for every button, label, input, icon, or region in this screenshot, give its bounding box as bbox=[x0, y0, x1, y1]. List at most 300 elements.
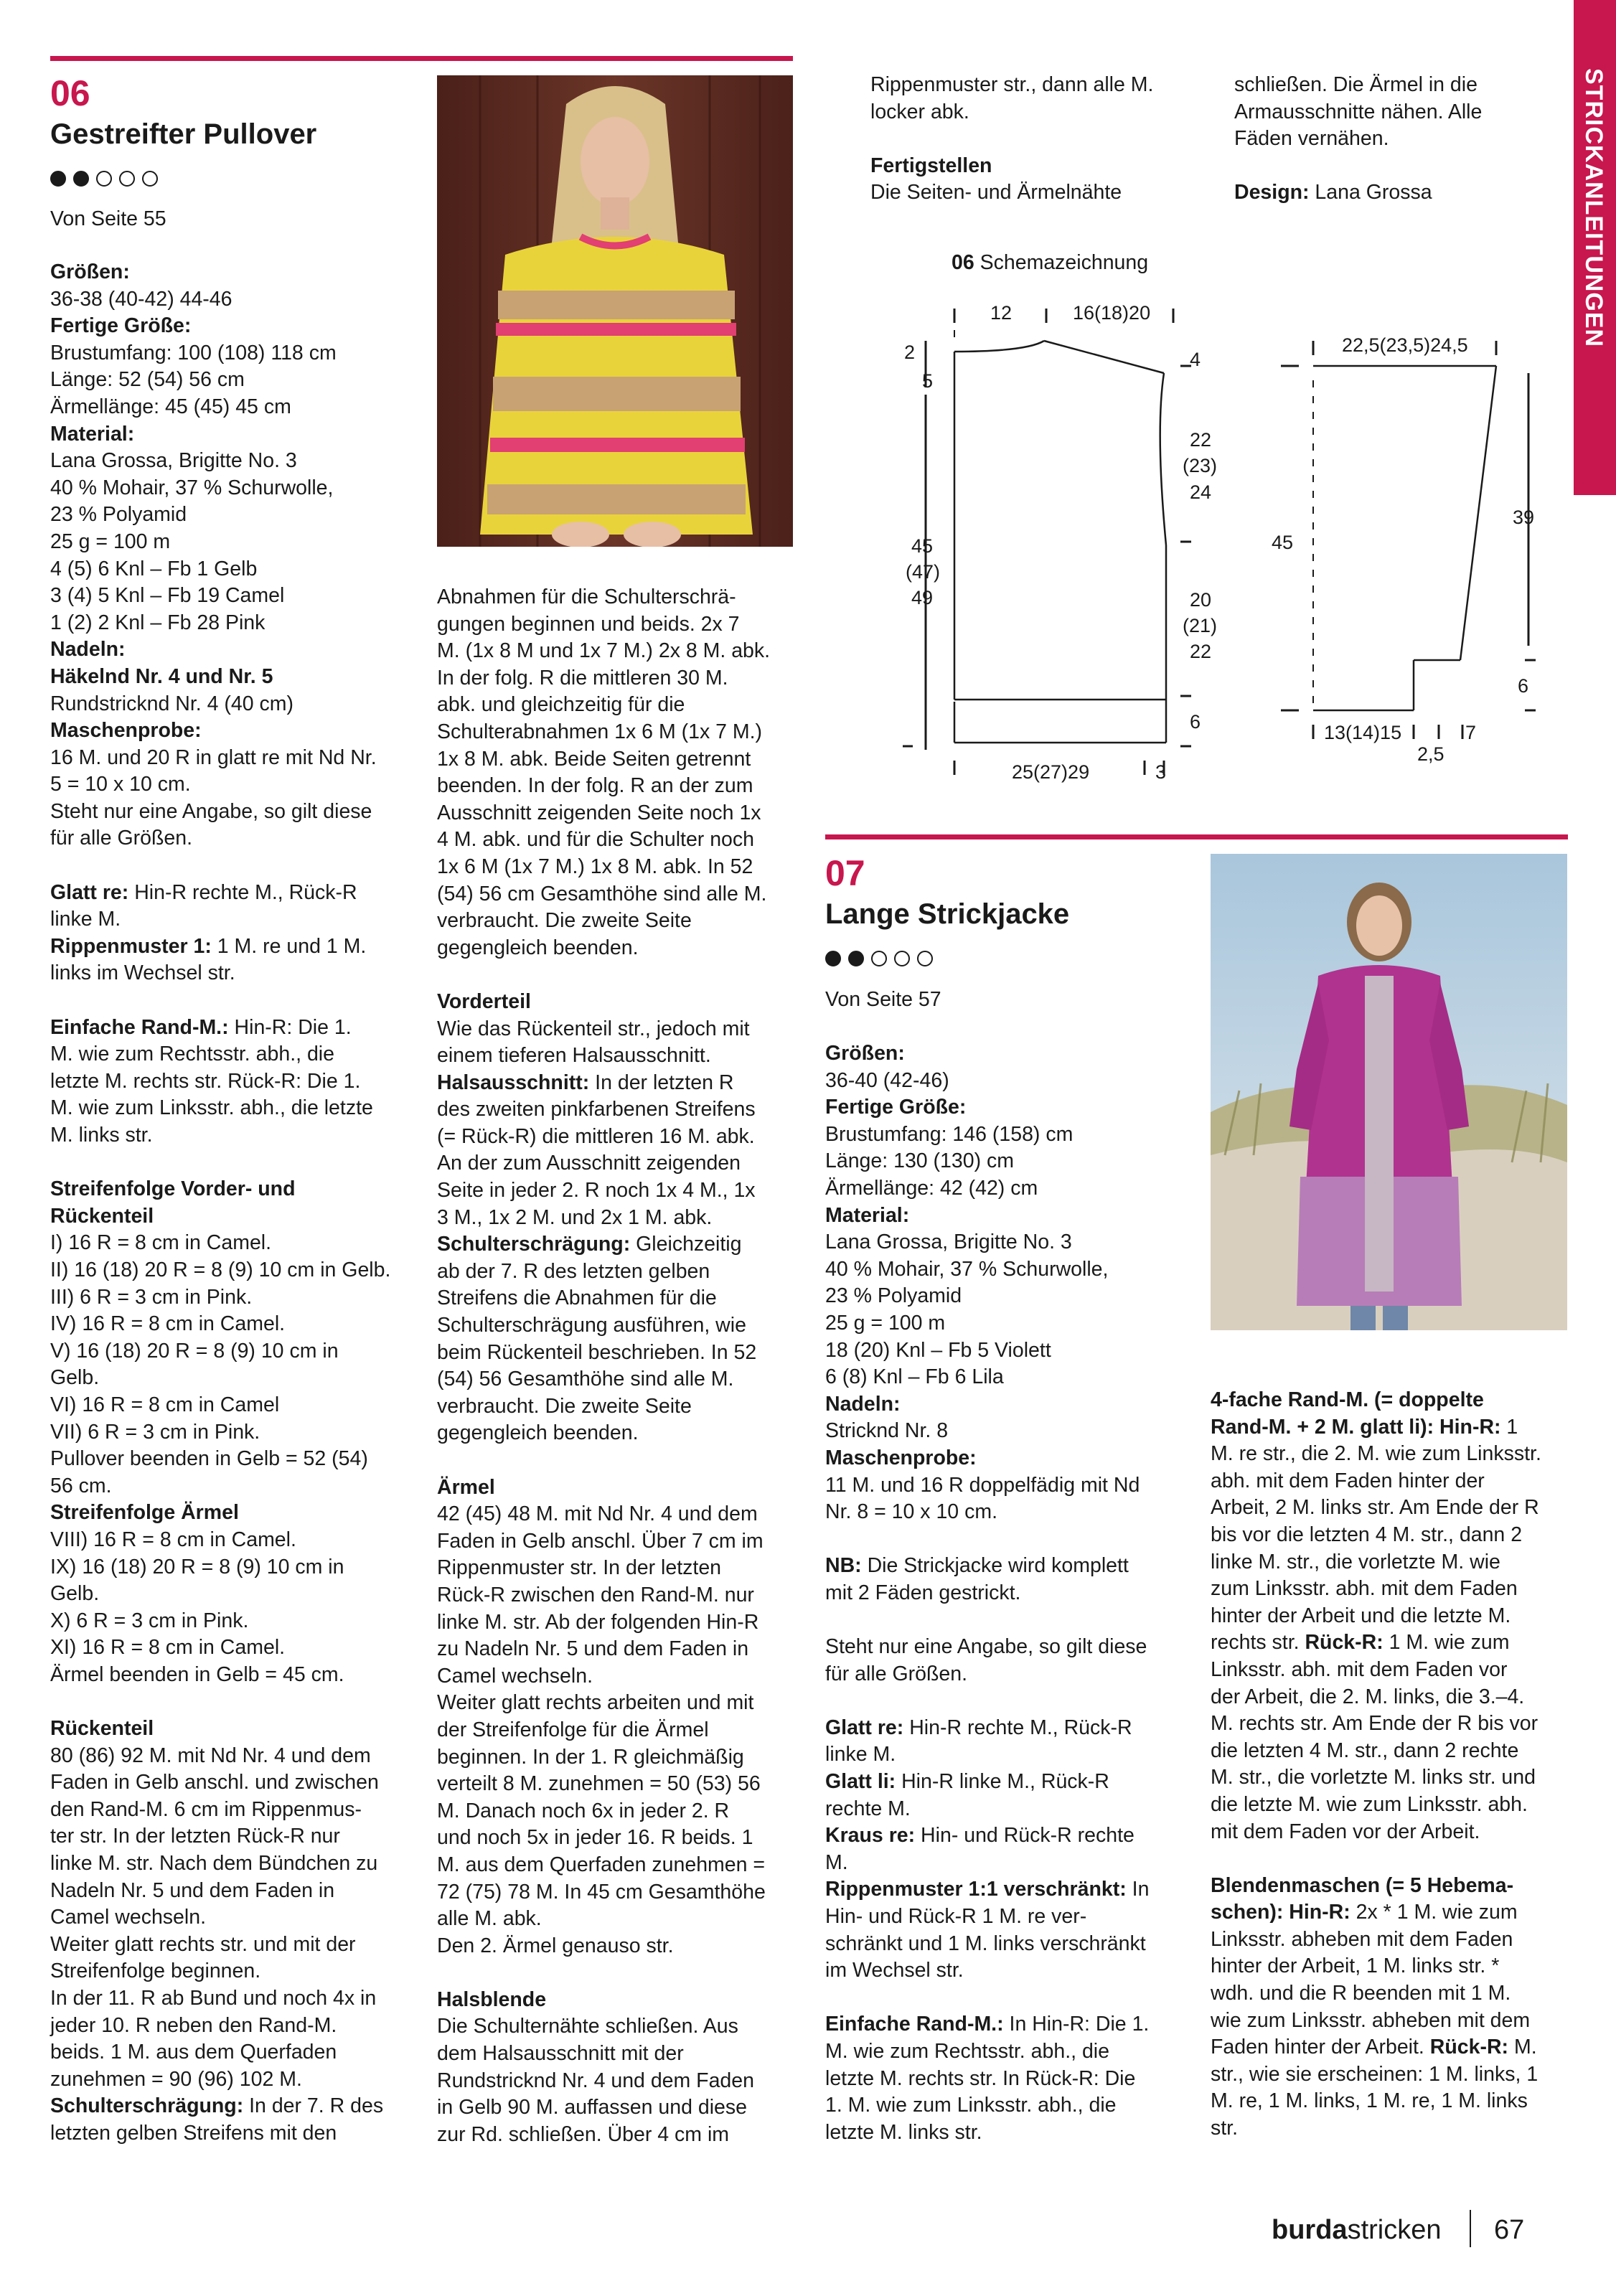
text-line-content: 18 (20) Knl – Fb 5 Violett bbox=[825, 1338, 1051, 1362]
footer-divider bbox=[1470, 2210, 1471, 2247]
text-line-content: VI) 16 R = 8 cm in Camel bbox=[50, 1393, 280, 1416]
text-line-content: IX) 16 (18) 20 R = 8 (9) 10 cm in bbox=[50, 1555, 344, 1578]
text-line bbox=[825, 1445, 1184, 1472]
text-line-content: 4-fache Rand-M. (= doppelte bbox=[1211, 1388, 1484, 1411]
text-line bbox=[825, 1175, 1184, 1203]
difficulty-dot-filled bbox=[73, 171, 89, 187]
text-line-content: Rundstricknd Nr. 4 (40 cm) bbox=[50, 692, 293, 715]
text-line bbox=[50, 313, 409, 340]
text-line-content: II) 16 (18) 20 R = 8 (9) 10 cm in Gelb. bbox=[50, 1258, 391, 1281]
text-line-content: In der 7. R des bbox=[243, 2094, 384, 2118]
text-line-content: str. bbox=[1211, 2117, 1239, 2140]
text-line-content: In Hin-R: Die 1. bbox=[1003, 2013, 1150, 2036]
text-line bbox=[825, 1661, 1184, 1688]
text-line-content: linke M. str., die vorletzte M. wie bbox=[1211, 1550, 1500, 1573]
schema-label-armhole-b: (23) bbox=[1183, 455, 1218, 476]
text-line-content: Fertige Größe: bbox=[825, 1096, 967, 1119]
text-line bbox=[50, 529, 409, 556]
text-line bbox=[1211, 1899, 1569, 1926]
text-line bbox=[50, 1797, 409, 1824]
text-line bbox=[50, 1904, 409, 1932]
text-line bbox=[437, 1744, 796, 1772]
text-line-label: Glatt li: bbox=[825, 1770, 896, 1794]
difficulty-dot-filled bbox=[825, 951, 841, 966]
text-line-content: M. (1x 8 M und 1x 7 M.) 2x 8 M. abk. bbox=[437, 639, 771, 663]
text-line-content: Hin-R rechte M., Rück-R bbox=[128, 880, 357, 904]
text-line bbox=[437, 611, 796, 639]
text-line-content: Die Strickjacke wird komplett bbox=[861, 1554, 1129, 1578]
text-line bbox=[50, 799, 409, 826]
text-line bbox=[50, 286, 409, 314]
text-line-content: der Streifenfolge für die Ärmel bbox=[437, 1718, 709, 1741]
text-line bbox=[825, 1715, 1184, 1742]
schema-label-side-a: 20 bbox=[1190, 589, 1212, 611]
text-line bbox=[437, 1366, 796, 1393]
text-line-label: Design: bbox=[1234, 181, 1310, 204]
text-line bbox=[437, 719, 796, 746]
schema-label-rib: 6 bbox=[1190, 711, 1201, 733]
text-line-content: Hin- und Rück-R rechte bbox=[915, 1824, 1135, 1848]
text-line bbox=[1234, 72, 1572, 99]
photo-striped-pullover bbox=[437, 75, 793, 547]
text-line bbox=[50, 2039, 409, 2066]
text-line bbox=[1211, 1792, 1569, 1819]
text-line bbox=[1211, 1819, 1569, 1846]
text-line-content: beenden. In der folg. R an der zum bbox=[437, 774, 753, 798]
text-line-content: Nadeln Nr. 5 und dem Faden in bbox=[50, 1878, 335, 1902]
text-line bbox=[50, 2093, 409, 2120]
text-line bbox=[1211, 1522, 1569, 1549]
text-line-content: den Rand-M. 6 cm im Rippenmus- bbox=[50, 1797, 362, 1821]
text-line bbox=[825, 1580, 1184, 1607]
text-line bbox=[437, 1070, 796, 1097]
text-line bbox=[825, 1822, 1184, 1850]
text-line bbox=[437, 827, 796, 854]
text-line bbox=[1211, 1629, 1569, 1657]
text-line-content: 36-38 (40-42) 44-46 bbox=[50, 287, 232, 311]
text-line-content: ab der 7. R des letzten gelben bbox=[437, 1259, 710, 1283]
text-line-content: Ärmel bbox=[437, 1475, 495, 1499]
text-line-content: In bbox=[1126, 1878, 1150, 1901]
page-number: 67 bbox=[1494, 2215, 1525, 2245]
text-line-content: M. wie zum Linksstr. abh., die letzte bbox=[50, 1096, 373, 1120]
text-line bbox=[437, 1609, 796, 1637]
text-line bbox=[50, 987, 409, 1015]
text-line bbox=[437, 1555, 796, 1582]
text-line bbox=[437, 638, 796, 665]
schema-label-sleeve-right: 39 bbox=[1513, 507, 1535, 528]
schema-label-sleeve-bottom-3: 2,5 bbox=[1417, 743, 1444, 765]
text-line-content: Hin-R linke M., Rück-R bbox=[896, 1770, 1109, 1794]
text-line-content: 1 bbox=[1500, 1415, 1518, 1439]
text-line-label: Rippenmuster 1:1 verschränkt: bbox=[825, 1878, 1127, 1901]
text-line bbox=[437, 1447, 796, 1474]
text-line-content: jeder 10. R neben den Rand-M. bbox=[50, 2013, 337, 2037]
text-line bbox=[1234, 153, 1572, 180]
text-line-content: M. Danach noch 6x in jeder 2. R bbox=[437, 1799, 730, 1822]
text-line bbox=[437, 1231, 796, 1258]
text-line bbox=[437, 854, 796, 881]
schema-number: 06 bbox=[952, 251, 974, 274]
schema-label-armhole-a: 22 bbox=[1190, 429, 1212, 451]
text-line bbox=[50, 906, 409, 933]
text-line-content: M. aus dem Querfaden zunehmen = bbox=[437, 1853, 766, 1876]
text-line-content: Lana Grossa bbox=[1309, 181, 1432, 204]
text-line bbox=[50, 636, 409, 664]
text-line-content: letzte M. links str. bbox=[825, 2120, 982, 2144]
text-line bbox=[825, 1391, 1184, 1418]
text-line bbox=[825, 1985, 1184, 2012]
text-line bbox=[825, 1931, 1184, 1958]
text-line bbox=[50, 1554, 409, 1581]
text-line-content: gegengleich beenden. bbox=[437, 1421, 639, 1445]
text-line-content: Streifenfolge Vorder- und bbox=[50, 1177, 296, 1201]
text-line bbox=[50, 1149, 409, 1177]
text-line bbox=[437, 989, 796, 1016]
text-line bbox=[437, 1393, 796, 1421]
schema-label-armhole-c: 24 bbox=[1190, 481, 1212, 503]
text-line bbox=[1211, 2061, 1569, 2089]
text-line bbox=[437, 1582, 796, 1609]
text-line bbox=[437, 1798, 796, 1825]
text-line bbox=[437, 1690, 796, 1717]
schema-label-sleeve-bottom-2: 7 bbox=[1465, 722, 1477, 743]
text-line bbox=[50, 1392, 409, 1419]
schema-label-sleeve-bottom: 13(14)15 bbox=[1324, 722, 1402, 743]
text-line-content: Rückenteil bbox=[50, 1204, 154, 1228]
text-line-content: Weiter glatt rechts str. und mit der bbox=[50, 1932, 356, 1956]
text-line bbox=[1211, 1603, 1569, 1630]
text-line bbox=[825, 1337, 1184, 1365]
text-column-3-bottom bbox=[825, 1040, 1184, 2146]
text-line-content: 40 % Mohair, 37 % Schurwolle, bbox=[825, 1257, 1109, 1281]
text-line-content: 36-40 (42-46) bbox=[825, 1068, 949, 1092]
text-line-content: verbraucht. Die zweite Seite bbox=[437, 909, 692, 933]
text-line bbox=[50, 718, 409, 745]
text-line-content: abh. mit dem Faden hinter der bbox=[1211, 1469, 1485, 1492]
text-line bbox=[1211, 1764, 1569, 1792]
text-line bbox=[1211, 1657, 1569, 1684]
text-line-content: hinter der Arbeit und die letzte M. bbox=[1211, 1604, 1511, 1627]
text-line-content: In der letzten R bbox=[589, 1071, 734, 1094]
text-line-content: Blendenmaschen (= 5 Hebema- bbox=[1211, 1873, 1514, 1897]
text-line-content: Streifenfolge Ärmel bbox=[50, 1501, 239, 1525]
text-line-content: letzten gelben Streifens mit den bbox=[50, 2121, 337, 2145]
text-line-content: 3 (4) 5 Knl – Fb 19 Camel bbox=[50, 584, 285, 608]
text-line-content: im Wechsel str. bbox=[825, 1959, 964, 1982]
text-line bbox=[437, 1636, 796, 1663]
text-line-content: zur Rd. schließen. Über 4 cm im bbox=[437, 2122, 730, 2146]
text-line-content: Größen: bbox=[50, 260, 130, 283]
schema-label-top-left: 12 bbox=[990, 302, 1013, 324]
text-line-label: Einfache Rand-M.: bbox=[50, 1015, 229, 1039]
text-line-content: Schulterschrägung ausführen, wie bbox=[437, 1314, 746, 1337]
text-line-content: IV) 16 R = 8 cm in Camel. bbox=[50, 1312, 286, 1336]
text-line-content: hinter der Arbeit, 1 M. links str. * bbox=[1211, 1954, 1500, 1978]
text-line bbox=[825, 1121, 1184, 1149]
text-line bbox=[437, 908, 796, 935]
schema-label-sleeve-cuff: 6 bbox=[1518, 675, 1529, 697]
text-line-content: schränkt und 1 M. links verschränkt bbox=[825, 1932, 1146, 1955]
text-line bbox=[50, 1203, 409, 1231]
text-line-content: Hin-R: Die 1. bbox=[228, 1015, 352, 1039]
text-line bbox=[50, 1041, 409, 1068]
text-line bbox=[825, 1472, 1184, 1500]
text-line-content: einem tieferen Halsausschnitt. bbox=[437, 1044, 711, 1068]
text-line bbox=[50, 691, 409, 718]
text-line bbox=[1211, 2008, 1569, 2035]
text-line bbox=[50, 1419, 409, 1446]
schema-label-sleeve-left: 45 bbox=[1272, 532, 1294, 553]
text-line bbox=[825, 1068, 1184, 1095]
text-line-content: 23 % Polyamid bbox=[825, 1284, 962, 1308]
text-line-content: X) 6 R = 3 cm in Pink. bbox=[50, 1609, 249, 1632]
text-line bbox=[50, 771, 409, 799]
text-line bbox=[870, 126, 1208, 153]
text-line-content: 72 (75) 78 M. In 45 cm Gesamthöhe bbox=[437, 1880, 766, 1904]
text-line bbox=[437, 1258, 796, 1286]
text-line bbox=[825, 1283, 1184, 1310]
text-line bbox=[50, 1176, 409, 1203]
text-line-content: letzte M. rechts str. In Rück-R: Die bbox=[825, 2066, 1136, 2090]
difficulty-dot-empty bbox=[917, 951, 933, 966]
text-line bbox=[50, 1015, 409, 1042]
text-line bbox=[50, 556, 409, 583]
text-line-content: I) 16 R = 8 cm in Camel. bbox=[50, 1231, 272, 1255]
difficulty-dot-empty bbox=[96, 171, 112, 187]
text-line bbox=[870, 179, 1208, 207]
text-line-content: Ärmellänge: 45 (45) 45 cm bbox=[50, 395, 291, 418]
text-line-content: Länge: 52 (54) 56 cm bbox=[50, 368, 245, 392]
text-line bbox=[1211, 1441, 1569, 1468]
text-line-content: 6 (8) Knl – Fb 6 Lila bbox=[825, 1365, 1004, 1389]
text-line bbox=[1211, 1980, 1569, 2008]
text-line-content: locker abk. bbox=[870, 100, 969, 123]
schema-label-side-b: (21) bbox=[1183, 615, 1218, 636]
schema-label-neck-b: 5 bbox=[922, 370, 934, 392]
text-line bbox=[437, 1501, 796, 1528]
text-line-content: Schulterabnahmen 1x 6 M (1x 7 M.) bbox=[437, 720, 763, 743]
text-line bbox=[50, 1716, 409, 1743]
text-line-content: M. re, 1 M. links, 1 M. re, 1 M. links bbox=[1211, 2089, 1528, 2113]
text-line-content: Fertige Größe: bbox=[50, 314, 192, 338]
text-line-content: Rundstricknd Nr. 4 und dem Faden bbox=[437, 2069, 754, 2092]
schema-label-sleeve-top: 22,5(23,5)24,5 bbox=[1342, 334, 1468, 356]
text-line-content: 4 (5) 6 Knl – Fb 1 Gelb bbox=[50, 557, 258, 580]
schema-heading bbox=[952, 250, 1148, 277]
text-line bbox=[1211, 1926, 1569, 1954]
text-line bbox=[437, 1852, 796, 1879]
text-line-content: Nr. 8 = 10 x 10 cm. bbox=[825, 1500, 997, 1524]
text-line-content: Länge: 130 (130) cm bbox=[825, 1149, 1014, 1173]
text-line-content: Hin- und Rück-R 1 M. re ver- bbox=[825, 1905, 1087, 1928]
text-line bbox=[437, 2122, 796, 2149]
text-line-content: Stricknd Nr. 8 bbox=[825, 1419, 949, 1443]
text-line-content: Hin-R rechte M., Rück-R bbox=[903, 1716, 1132, 1739]
text-line bbox=[437, 935, 796, 962]
text-line-content: 3 M., 1x 2 M. und 2x 1 M. abk. bbox=[437, 1205, 713, 1229]
difficulty-dot-filled bbox=[848, 951, 864, 966]
text-line bbox=[825, 1229, 1184, 1256]
text-line bbox=[50, 448, 409, 475]
text-line bbox=[50, 1446, 409, 1473]
difficulty-dot-empty bbox=[894, 951, 910, 966]
text-line-content: In der 11. R ab Bund und noch 4x in bbox=[50, 1987, 377, 2010]
text-line-label: Glatt re: bbox=[50, 880, 129, 904]
text-line bbox=[437, 1933, 796, 1960]
text-line-content: M. bbox=[825, 1850, 848, 1874]
text-line bbox=[1211, 2034, 1569, 2061]
text-line-content: verteilt 8 M. zunehmen = 50 (53) 56 bbox=[437, 1772, 761, 1796]
text-line-content: Ärmel beenden in Gelb = 45 cm. bbox=[50, 1662, 344, 1686]
text-line bbox=[437, 665, 796, 692]
text-line-content: mit dem Faden vor der Arbeit. bbox=[1211, 1820, 1480, 1843]
text-line bbox=[825, 1364, 1184, 1391]
text-line-prefix: Faden hinter der Arbeit. bbox=[1211, 2036, 1430, 2059]
text-line bbox=[50, 1338, 409, 1365]
text-line bbox=[437, 1717, 796, 1744]
text-line bbox=[437, 961, 796, 989]
text-line bbox=[825, 2011, 1184, 2038]
text-line-content: gegengleich beenden. bbox=[437, 936, 639, 959]
text-line-content: 1 M. wie zum bbox=[1383, 1631, 1510, 1655]
text-line-content: Ausschnitt zeigenden Seite noch 1x bbox=[437, 801, 761, 824]
text-line bbox=[437, 2041, 796, 2068]
text-line-content: M. wie zum Rechtsstr. abh., die bbox=[825, 2039, 1109, 2063]
text-column-4-top bbox=[1234, 72, 1572, 207]
text-line-content: alle M. abk. bbox=[437, 1907, 542, 1931]
text-line bbox=[825, 1634, 1184, 1661]
text-column-2 bbox=[437, 584, 796, 2148]
difficulty-rating-06 bbox=[50, 171, 158, 187]
text-line-content: Steht nur eine Angabe, so gilt diese bbox=[825, 1635, 1147, 1659]
text-line-content: Material: bbox=[50, 422, 135, 446]
text-line-label: Rippenmuster 1: bbox=[50, 934, 212, 958]
text-line bbox=[870, 72, 1208, 99]
schema-label-shoulder: 4 bbox=[1190, 349, 1201, 370]
text-line bbox=[50, 1662, 409, 1689]
text-line-content: zum Linksstr. abh. mit dem Faden bbox=[1211, 1577, 1518, 1601]
text-line-content: linke M. str. Ab der folgenden Hin-R bbox=[437, 1610, 759, 1634]
text-line bbox=[50, 1932, 409, 1959]
text-line bbox=[437, 1987, 796, 2014]
text-line bbox=[50, 852, 409, 880]
text-line-content: abk. und gleichzeitig für die bbox=[437, 693, 685, 717]
text-line bbox=[50, 1850, 409, 1878]
text-line bbox=[825, 1148, 1184, 1175]
text-line-label: Glatt re: bbox=[825, 1716, 904, 1739]
text-line-content: beids. 1 M. aus dem Querfaden bbox=[50, 2041, 337, 2064]
text-line bbox=[825, 1796, 1184, 1823]
text-line-content: verbraucht. Die zweite Seite bbox=[437, 1394, 692, 1418]
text-column-1 bbox=[50, 259, 409, 2147]
text-line-content: XI) 16 R = 8 cm in Camel. bbox=[50, 1636, 286, 1660]
schema-label-length-b: (47) bbox=[906, 561, 941, 583]
text-line-content: für alle Größen. bbox=[825, 1662, 967, 1685]
schema-drawing bbox=[883, 287, 1564, 789]
text-line-content: 42 (45) 48 M. mit Nd Nr. 4 und dem bbox=[437, 1502, 758, 1526]
text-line bbox=[50, 1743, 409, 1770]
text-line-content: 16 M. und 20 R in glatt re mit Nd Nr. bbox=[50, 745, 377, 769]
text-line bbox=[50, 475, 409, 502]
text-line bbox=[437, 1420, 796, 1447]
text-line-content: Seite in jeder 2. R noch 1x 4 M., 1x bbox=[437, 1179, 756, 1203]
text-line-label: Rand-M. + 2 M. glatt li): Hin-R: bbox=[1211, 1415, 1501, 1439]
text-line bbox=[1211, 1549, 1569, 1576]
difficulty-dot-empty bbox=[119, 171, 135, 187]
text-line bbox=[50, 1500, 409, 1527]
text-line bbox=[437, 1285, 796, 1312]
text-line-content: Linksstr. abheben mit dem Faden bbox=[1211, 1927, 1513, 1951]
text-line-content: Nadeln: bbox=[825, 1392, 901, 1416]
text-line-content: 80 (86) 92 M. mit Nd Nr. 4 und dem bbox=[50, 1744, 371, 1767]
text-line bbox=[437, 1205, 796, 1232]
text-line-content: 5 = 10 x 10 cm. bbox=[50, 773, 191, 796]
text-line bbox=[1211, 1414, 1569, 1441]
text-line bbox=[50, 1985, 409, 2013]
text-line-content: 25 g = 100 m bbox=[825, 1311, 946, 1335]
text-line-content: Ärmellänge: 42 (42) cm bbox=[825, 1176, 1038, 1200]
text-line-label: schen): Hin-R: bbox=[1211, 1901, 1350, 1924]
text-line bbox=[1211, 1468, 1569, 1495]
text-line-label: Rück-R: bbox=[1305, 1631, 1384, 1655]
text-line-content: M. wie zum Rechtsstr. abh., die bbox=[50, 1043, 334, 1066]
text-line bbox=[50, 367, 409, 394]
text-line bbox=[825, 1526, 1184, 1553]
text-line bbox=[50, 960, 409, 987]
text-line bbox=[825, 1688, 1184, 1715]
text-line bbox=[1234, 179, 1572, 207]
text-line bbox=[1211, 1684, 1569, 1711]
text-line bbox=[50, 880, 409, 907]
text-line bbox=[1234, 126, 1572, 153]
text-line bbox=[50, 1688, 409, 1716]
text-line-content: wdh. und die R beenden mit 1 M. bbox=[1211, 1982, 1511, 2005]
pattern-title-06: Gestreifter Pullover bbox=[50, 118, 317, 150]
text-line bbox=[50, 421, 409, 448]
text-line bbox=[50, 2120, 409, 2147]
text-line-content: (54) 56 Gesamthöhe sind alle M. bbox=[437, 1368, 734, 1391]
text-line-prefix: rechts str. bbox=[1211, 1631, 1305, 1655]
text-line-content: Streifenfolge beginnen. bbox=[50, 1959, 261, 1983]
schema-label-length-a: 45 bbox=[911, 535, 934, 557]
text-line bbox=[825, 1499, 1184, 1526]
text-line bbox=[1211, 1873, 1569, 1900]
text-line bbox=[437, 800, 796, 827]
text-line-content: Brustumfang: 100 (108) 118 cm bbox=[50, 341, 337, 364]
text-line bbox=[1211, 1576, 1569, 1603]
text-line bbox=[50, 1608, 409, 1635]
text-line-content: Nadeln: bbox=[50, 638, 126, 662]
text-line bbox=[437, 881, 796, 908]
text-line-content: rechte M. bbox=[825, 1797, 911, 1820]
text-line-content: 1 (2) 2 Knl – Fb 28 Pink bbox=[50, 611, 266, 634]
difficulty-dot-filled bbox=[50, 171, 66, 187]
section-rule-07 bbox=[825, 834, 1568, 839]
text-line-content: Weiter glatt rechts arbeiten und mit bbox=[437, 1691, 754, 1715]
text-line bbox=[50, 1581, 409, 1608]
text-line bbox=[825, 1850, 1184, 1877]
text-line bbox=[50, 1311, 409, 1338]
text-line-label: Kraus re: bbox=[825, 1824, 916, 1848]
text-line bbox=[437, 584, 796, 611]
text-line-content: M. re str., die 2. M. wie zum Linksstr. bbox=[1211, 1442, 1541, 1466]
text-line-content: VII) 6 R = 3 cm in Pink. bbox=[50, 1420, 260, 1444]
text-line-content: die letzten 4 M. str., dann 2 rechte bbox=[1211, 1739, 1519, 1762]
text-line-content: für alle Größen. bbox=[50, 827, 192, 850]
text-line-content: mit 2 Fäden gestrickt. bbox=[825, 1581, 1021, 1604]
text-line-content: Gelb. bbox=[50, 1366, 100, 1390]
